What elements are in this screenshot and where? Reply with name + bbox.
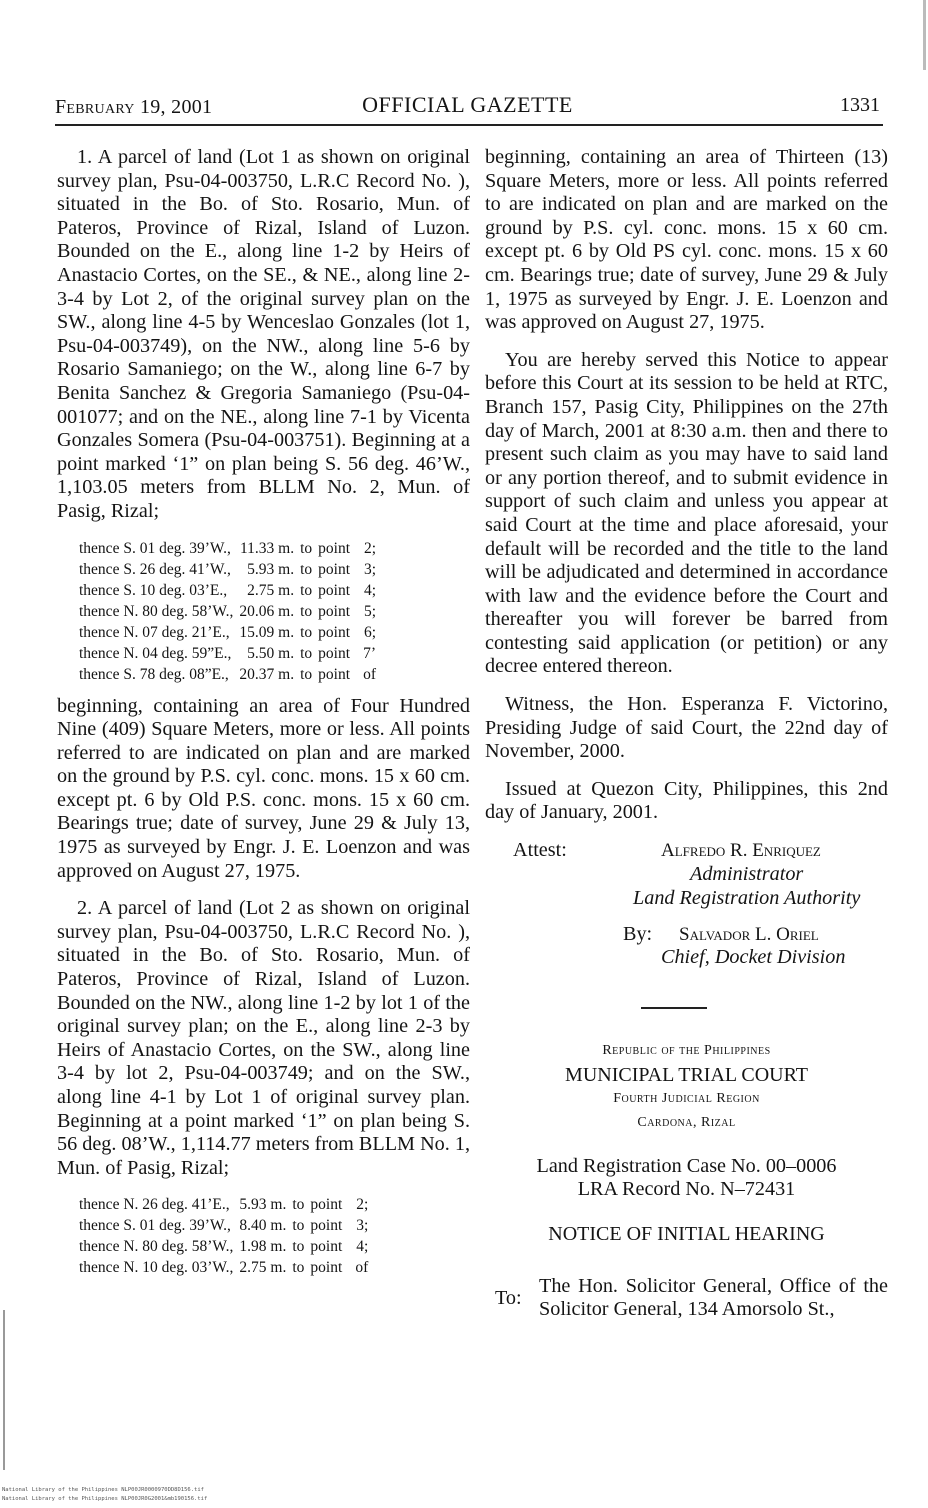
case-number: Land Registration Case No. 00–0006 bbox=[536, 1155, 837, 1178]
course-direction: thence S. 01 deg. 39’W., bbox=[79, 539, 231, 557]
course-to: to bbox=[300, 560, 313, 578]
course-distance: 20.06 m. bbox=[239, 602, 295, 620]
course-row bbox=[79, 1194, 368, 1215]
attest-label: Attest: bbox=[513, 839, 567, 862]
course-row bbox=[79, 1236, 368, 1257]
scan-footer-line-1: National Library of the Philippines NLP00JR0000970DD8D156.tif bbox=[2, 1487, 204, 1493]
course-point: point bbox=[318, 581, 351, 599]
course-direction: thence N. 07 deg. 21’E., bbox=[79, 623, 230, 641]
section-divider bbox=[641, 1007, 707, 1009]
witness-paragraph: Witness, the Hon. Esperanza F. Victorino, Presiding Judge of said Court, the 22nd day of November, 2000. bbox=[485, 693, 888, 763]
lot2-description-continued: beginning, containing an area of Thirteen (13) Square Meters, more or less. All points referred to are indicated on plan and are marked on the ground by P.S. cyl. conc. mons. 15 x 60 cm. except pt. 6 by Old PS cyl. conc. mons. 15 x 60 cm. Bearings true; date of survey, June 29 & July 1, 1975 as surveyed by Engr. J. E. Loenzon and was approved on August 27, 1975. bbox=[485, 146, 888, 334]
course-end: 4; bbox=[356, 1238, 369, 1256]
course-point: point bbox=[318, 623, 351, 641]
course-end: 2; bbox=[356, 1196, 369, 1214]
scan-margin-mark bbox=[3, 1310, 5, 1470]
course-direction: thence N. 04 deg. 59”E., bbox=[79, 644, 232, 662]
course-distance: 8.40 m. bbox=[239, 1217, 287, 1235]
republic-line: Republic of the Philippines bbox=[602, 1043, 771, 1059]
course-row bbox=[79, 580, 376, 601]
course-distance: 1.98 m. bbox=[239, 1238, 287, 1256]
course-distance: 11.33 m. bbox=[239, 539, 295, 557]
course-end: 5; bbox=[363, 602, 377, 620]
course-to: to bbox=[300, 602, 313, 620]
course-point: point bbox=[318, 560, 351, 578]
lot1-description: 1. A parcel of land (Lot 1 as shown on original survey plan, Psu-04-003750, L.R.C Record No. ), situated in the Bo. of Sto. Rosario, Mun. of Pateros, Province of Rizal, Island of Luzon. Bounded on the E., along line 1-2 by Heirs of Anastacio Cortes, on the SE., & NE., along line 2-3-4 by Lot 2, of the original survey plan on the SW., along line 4-5 by Wenceslao Gonzales (lot 1, Psu-04-003749), on the NW., along line 5-6 by Rosario Samaniego; on the W., along line 6-7 by Benita Sanchez & Gregoria Samaniego (Psu-04-001077; and on the NE., along line 7-1 by Vicenta Gonzales Somera (Psu-04-003751). Beginning at a point marked ‘1” on plan being S. 56 deg. 46’W., 1,103.05 meters from BLLM No. 2, Mun. of Pasig, Rizal; bbox=[57, 146, 470, 522]
course-direction: thence N. 80 deg. 58’W., bbox=[79, 602, 234, 620]
course-to: to bbox=[300, 665, 313, 683]
attest-name: Alfredo R. Enriquez bbox=[661, 840, 821, 862]
course-row bbox=[79, 643, 376, 664]
course-direction: thence S. 10 deg. 03’E., bbox=[79, 581, 228, 599]
judicial-region: Fourth Judicial Region bbox=[613, 1091, 760, 1107]
addressee-block bbox=[485, 1275, 888, 1322]
issue-date: February 19, 2001 bbox=[55, 96, 213, 118]
course-row bbox=[79, 1257, 368, 1278]
course-row bbox=[79, 664, 376, 685]
course-to: to bbox=[300, 581, 313, 599]
course-point: point bbox=[318, 539, 351, 557]
course-distance: 5.93 m. bbox=[239, 1196, 287, 1214]
course-direction: thence S. 01 deg. 39’W., bbox=[79, 1217, 231, 1235]
course-end: of bbox=[363, 665, 377, 683]
scan-edge-mark bbox=[923, 0, 926, 70]
lot2-description: 2. A parcel of land (Lot 2 as shown on original survey plan, Psu-04-003750, L.R.C Record No. ), situated in the Bo. of Sto. Rosario, Mun. of Pateros, Province of Rizal, Island of Luzon. Bounded on the NW., along line 1-2 by lot 1 of the original survey plan; on the E., along line 2-3 by Heirs of Anastacio Cortes, on the SW., along line 3-4 by lot 2, Psu-04-003749; and on the SW., along line 4-1 by Lot 1 of original survey plan. Beginning at a point marked ‘1” on plan being S. 56 deg. 08’W., 1,114.77 meters from BLLM No. 1, Mun. of Pasig, Rizal; bbox=[57, 897, 470, 1179]
issued-paragraph: Issued at Quezon City, Philippines, this 2nd day of January, 2001. bbox=[485, 777, 888, 824]
lot1-description-continued: beginning, containing an area of Four Hundred Nine (409) Square Meters, more or less. All points referred to are indicated on plan and are marked on the ground by P.S. cyl. conc. mons. 15 x 60 cm. except pt. 6 by Old P.S. conc. mons. 15 x 60 cm. Bearings true; date of survey, June 29 & July 13, 1975 as surveyed by Engr. J. E. Loenzon and was approved on August 27, 1975. bbox=[57, 694, 470, 882]
header-rule bbox=[55, 124, 883, 126]
course-distance: 5.50 m. bbox=[247, 644, 295, 662]
course-point: point bbox=[318, 602, 351, 620]
case-numbers bbox=[485, 1155, 888, 1201]
course-row bbox=[79, 1215, 368, 1236]
by-label: By: bbox=[623, 923, 653, 946]
course-end: of bbox=[355, 1259, 369, 1277]
right-column bbox=[485, 146, 888, 1322]
to-label: To: bbox=[495, 1286, 522, 1309]
course-end: 3; bbox=[363, 560, 377, 578]
course-direction: thence N. 10 deg. 03’W., bbox=[79, 1259, 234, 1277]
notice-paragraph: You are hereby served this Notice to appear before this Court at its session to be held at RTC, Branch 157, Pasig City, Philippines on the 27th day of March, 2001 at 8:30 a.m. then and there to present such claim as you may have to said land or any portion thereof, and to submit evidence in support of such claim and unless you appear at said Court at the time and place aforesaid, your default will be recorded and the title to the land will be adjudicated and determined in accordance with law and the evidence before the Court and thereafter you will forever be barred from contesting said application (or petition) or any decree entered thereon. bbox=[485, 348, 888, 678]
by-name: Salvador L. Oriel bbox=[679, 924, 819, 946]
course-row bbox=[79, 538, 376, 559]
course-direction: thence N. 80 deg. 58’W., bbox=[79, 1238, 234, 1256]
left-column bbox=[57, 146, 470, 1288]
course-distance: 2.75 m. bbox=[239, 1259, 287, 1277]
course-to: to bbox=[292, 1238, 305, 1256]
attest-title-1: Administrator bbox=[690, 863, 804, 886]
course-to: to bbox=[300, 644, 313, 662]
course-end: 7’ bbox=[363, 644, 377, 662]
court-name: MUNICIPAL TRIAL COURT bbox=[565, 1064, 808, 1087]
course-point: point bbox=[310, 1259, 343, 1277]
course-row bbox=[79, 622, 376, 643]
course-end: 2; bbox=[363, 539, 377, 557]
course-to: to bbox=[292, 1259, 305, 1277]
lot1-courses-table bbox=[79, 538, 376, 685]
course-direction: thence N. 26 deg. 41’E., bbox=[79, 1196, 230, 1214]
course-to: to bbox=[292, 1196, 305, 1214]
course-distance: 2.75 m. bbox=[247, 581, 295, 599]
lot2-courses-table bbox=[79, 1194, 368, 1278]
court-location: Cardona, Rizal bbox=[637, 1115, 736, 1131]
attestation-block bbox=[485, 839, 888, 967]
course-point: point bbox=[310, 1238, 343, 1256]
scan-footer-line-2: National Library of the Philippines NLP00JR0G2001&mb190156.tif bbox=[2, 1496, 208, 1502]
course-to: to bbox=[300, 539, 313, 557]
notice-title: NOTICE OF INITIAL HEARING bbox=[548, 1223, 825, 1246]
course-distance: 20.37 m. bbox=[239, 665, 295, 683]
course-to: to bbox=[300, 623, 313, 641]
lra-record-number: LRA Record No. N–72431 bbox=[577, 1178, 796, 1201]
publication-title: OFFICIAL GAZETTE bbox=[362, 92, 573, 117]
course-end: 4; bbox=[363, 581, 377, 599]
course-to: to bbox=[292, 1217, 305, 1235]
course-point: point bbox=[310, 1217, 343, 1235]
page-number: 1331 bbox=[840, 94, 880, 116]
course-end: 3; bbox=[356, 1217, 369, 1235]
course-point: point bbox=[318, 665, 351, 683]
addressee-text: The Hon. Solicitor General, Office of the Solicitor General, 134 Amorsolo St., bbox=[539, 1274, 888, 1321]
course-distance: 15.09 m. bbox=[239, 623, 295, 641]
course-direction: thence S. 78 deg. 08”E., bbox=[79, 665, 229, 683]
course-point: point bbox=[318, 644, 351, 662]
by-title: Chief, Docket Division bbox=[661, 946, 846, 969]
course-row bbox=[79, 559, 376, 580]
attest-title-2: Land Registration Authority bbox=[633, 887, 861, 910]
course-point: point bbox=[310, 1196, 343, 1214]
course-end: 6; bbox=[363, 623, 377, 641]
course-row bbox=[79, 601, 376, 622]
course-distance: 5.93 m. bbox=[247, 560, 295, 578]
page-header bbox=[55, 92, 880, 122]
course-direction: thence S. 26 deg. 41’W., bbox=[79, 560, 231, 578]
